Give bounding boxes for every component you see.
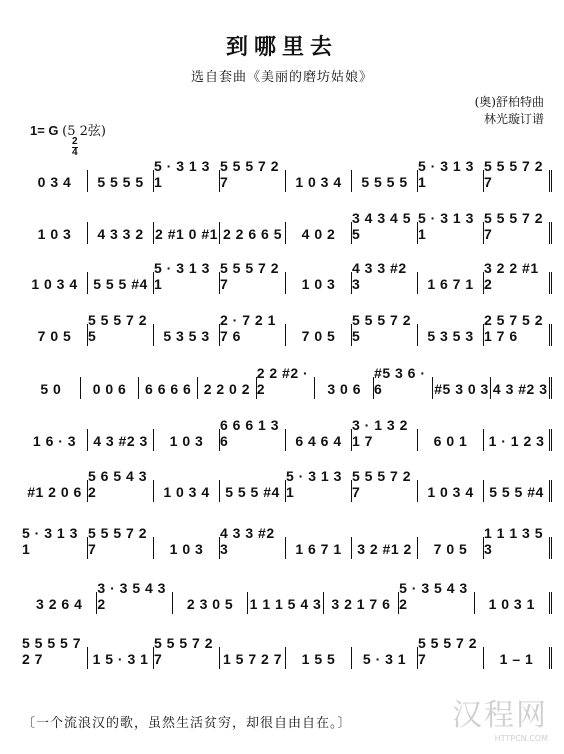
measure	[315, 377, 374, 399]
measure-notes: 5 6 5 4 3 2	[88, 468, 147, 500]
subtitle: 选自套曲《美丽的磨坊姑娘》	[190, 70, 373, 85]
measure-notes: 6 4 6 4	[295, 433, 342, 449]
measure-notes: 3 2 1 7 6	[331, 596, 391, 612]
measure-notes: 5 · 3 1	[362, 651, 407, 667]
measure-notes: 2 · 7 2 1 7 6	[220, 312, 276, 344]
measure	[22, 377, 81, 399]
score-row	[22, 580, 552, 614]
measure-notes: #5 3 6 · 6	[374, 365, 426, 397]
measure-notes: 7 0 5	[301, 328, 336, 344]
measure-notes: 1 6 7 1	[427, 276, 474, 292]
measure-notes: 1 0 3	[169, 541, 204, 557]
measure-notes: 5 · 3 1 3 1	[286, 468, 342, 500]
measure-notes: 1 1 1 5 4 3	[249, 596, 322, 612]
measure	[22, 592, 97, 614]
measure-notes: 5 · 3 1 3 1	[418, 158, 474, 190]
measure-notes: 5 0	[40, 381, 62, 397]
score-row	[22, 365, 552, 399]
measure-notes: 1 5 · 3 1	[92, 651, 149, 667]
measure	[220, 158, 286, 192]
measure	[154, 222, 220, 244]
measure-notes: 0 0 6	[92, 381, 127, 397]
watermark-url: HTTPCN.COM	[494, 734, 548, 743]
measure	[418, 537, 484, 559]
measure-notes: 1 5 7 2 7	[223, 651, 282, 667]
measure-notes: 1 6 7 1	[295, 541, 342, 557]
score-row	[22, 158, 552, 192]
measure-notes: 1 0 3 4	[427, 484, 474, 500]
measure-notes: 6 6 6 6	[145, 381, 192, 397]
measure-notes: #5 3 0 3	[434, 381, 489, 397]
measure-notes: 7 0 5	[37, 328, 72, 344]
measure	[154, 537, 220, 559]
measure	[88, 525, 154, 559]
measure	[286, 537, 352, 559]
measure	[324, 592, 399, 614]
measure-notes: 3 2 2 #1 2	[484, 260, 539, 292]
measure-notes: 6 6 6 1 3 6	[220, 417, 279, 449]
measure	[374, 365, 433, 399]
key-label: 1= G	[30, 123, 59, 138]
measure-notes: 1 6 · 3	[32, 433, 77, 449]
measure-notes: 2 #1 0 #1	[155, 226, 218, 242]
measure	[484, 210, 552, 244]
score-row	[22, 635, 552, 669]
measure-notes: 0 3 4	[37, 174, 72, 190]
score-row	[22, 468, 552, 502]
measure	[88, 312, 154, 346]
measure-notes: 5 · 3 1 3 1	[418, 210, 474, 242]
measure-notes: 1 5 5	[301, 651, 336, 667]
measure-notes: 1 0 3 4	[295, 174, 342, 190]
measure-notes: 5 5 5 7 2 7	[220, 158, 279, 190]
measure	[484, 647, 552, 669]
measure	[220, 222, 286, 244]
measure	[22, 324, 88, 346]
measure-notes: #1 2 0 6	[27, 484, 82, 500]
measure-notes: 5 · 3 1 3 1	[154, 158, 210, 190]
time-signature	[72, 137, 78, 158]
measure	[399, 580, 474, 614]
page-title: 到哪里去	[225, 34, 338, 60]
measure-notes: 2 2 #2 · 2	[256, 365, 309, 397]
measure	[286, 272, 352, 294]
measure	[484, 158, 552, 192]
measure	[173, 592, 248, 614]
measure-notes: 5 5 5 #4	[225, 484, 280, 500]
measure	[22, 525, 88, 559]
measure	[352, 537, 418, 559]
measure-notes: 4 3 3 2	[97, 226, 144, 242]
measure	[22, 222, 88, 244]
measure	[286, 170, 352, 192]
measure	[139, 377, 198, 399]
measure-notes: 5 3 5 3	[427, 328, 474, 344]
measure	[88, 272, 154, 294]
measure	[88, 429, 154, 451]
score-row	[22, 312, 552, 346]
measure	[220, 525, 286, 559]
measure	[220, 260, 286, 294]
measure	[22, 480, 88, 502]
measure-notes: 5 5 5 5	[97, 174, 144, 190]
measure	[286, 324, 352, 346]
measure-notes: 5 5 5 7 2 7	[484, 158, 543, 190]
measure-notes: 5 5 5 7 2 7	[484, 210, 543, 242]
measure-notes: 1 0 3	[169, 433, 204, 449]
measure	[198, 377, 257, 399]
watermark	[452, 690, 548, 743]
measure-notes: 3 · 3 5 4 3 2	[97, 580, 166, 612]
measure-notes: 2 2 0 2	[203, 381, 251, 397]
composer-credit: (奥)舒柏特曲	[474, 95, 544, 109]
measure	[22, 170, 88, 192]
measure	[352, 417, 418, 451]
measure-notes: 4 3 #2 3	[492, 381, 548, 397]
measure	[418, 158, 484, 192]
measure	[352, 260, 418, 294]
measure-notes: 4 3 3 #2 3	[352, 260, 407, 292]
measure-notes: 5 5 5 7 2 7	[352, 468, 411, 500]
score-row	[22, 525, 552, 559]
measure-notes: 5 · 3 1 3 1	[22, 525, 78, 557]
measure	[88, 468, 154, 502]
measure-notes: 4 3 3 #2 3	[220, 525, 275, 557]
measure-notes: 5 5 5 7 2 5	[352, 312, 411, 344]
measure	[418, 324, 484, 346]
measure	[352, 647, 418, 669]
measure	[418, 210, 484, 244]
measure	[286, 647, 352, 669]
measure-notes: 1 0 3	[37, 226, 72, 242]
measure-notes: 1 0 3 4	[163, 484, 210, 500]
measure	[256, 365, 316, 399]
measure	[484, 260, 552, 294]
measure-notes: 4 0 2	[301, 226, 336, 242]
measure-notes: 5 5 5 #4	[93, 276, 148, 292]
key-signature	[30, 120, 106, 139]
measure	[352, 170, 418, 192]
measure-notes: 2 5 7 5 2 1 7 6	[484, 312, 543, 344]
measure-notes: 2 3 0 5	[186, 596, 234, 612]
strings-label: (5 2弦)	[62, 124, 106, 139]
credits	[475, 94, 544, 128]
score-row	[22, 210, 552, 244]
measure-notes: 3 4 3 4 5 5	[352, 210, 411, 242]
measure	[484, 312, 552, 346]
measure-notes: 5 5 5 5	[361, 174, 408, 190]
measure	[286, 429, 352, 451]
measure-notes: 5 5 5 5 7 2 7	[22, 635, 81, 667]
measure	[352, 210, 418, 244]
measure	[491, 377, 552, 399]
measure	[352, 468, 418, 502]
measure	[154, 324, 220, 346]
measure	[154, 635, 220, 669]
measure	[286, 468, 352, 502]
measure	[433, 377, 492, 399]
measure	[81, 377, 140, 399]
footer-note: 〔一个流浪汉的歌，虽然生活贫穷，却很自由自在。〕	[22, 716, 352, 731]
measure	[88, 170, 154, 192]
measure	[220, 417, 286, 451]
measure-notes: 3 · 1 3 2 1 7	[352, 417, 408, 449]
measure-notes: 1 0 3	[301, 276, 336, 292]
measure	[88, 647, 154, 669]
measure	[154, 260, 220, 294]
measure	[22, 429, 88, 451]
measure-notes: 2 2 6 6 5	[223, 226, 282, 242]
score-row	[22, 260, 552, 294]
measure	[484, 525, 552, 559]
measure-notes: 7 0 5	[433, 541, 468, 557]
measure	[220, 647, 286, 669]
measure	[484, 429, 552, 451]
measure-notes: 5 5 5 #4	[489, 484, 544, 500]
measure	[418, 272, 484, 294]
measure	[88, 222, 154, 244]
measure-notes: 5 5 5 7 2 7	[418, 635, 477, 667]
measure-notes: 3 0 6	[327, 381, 362, 397]
measure-notes: 5 5 5 7 2 7	[88, 525, 147, 557]
measure	[220, 480, 286, 502]
measure	[220, 312, 286, 346]
measure-notes: 5 5 5 7 2 7	[154, 635, 213, 667]
measure	[22, 635, 88, 669]
measure-notes: 5 3 5 3	[163, 328, 210, 344]
measure	[286, 222, 352, 244]
measure	[352, 312, 418, 346]
measure-notes: 5 · 3 5 4 3 2	[399, 580, 468, 612]
measure-notes: 3 2 #1 2	[357, 541, 412, 557]
score-row	[22, 417, 552, 451]
measure-notes: 4 3 #2 3	[93, 433, 148, 449]
time-top: 2	[72, 136, 78, 147]
measure	[418, 429, 484, 451]
measure	[154, 158, 220, 192]
measure-notes: 5 5 5 7 2 7	[220, 260, 279, 292]
measure-notes: 1 1 1 3 5 3	[484, 525, 543, 557]
measure-notes: 1 · 1 2 3	[488, 433, 545, 449]
measure	[154, 429, 220, 451]
measure-notes: 1 0 3 1	[488, 596, 535, 612]
measure	[154, 480, 220, 502]
measure-notes: 5 · 3 1 3 1	[154, 260, 210, 292]
watermark-text: 汉程网	[452, 698, 548, 733]
measure	[418, 635, 484, 669]
measure-notes: 3 2 6 4	[36, 596, 83, 612]
arranger-credit: 林光璇订谱	[483, 112, 544, 126]
measure-notes: 1 0 3 4	[31, 276, 78, 292]
measure-notes: 5 5 5 7 2 5	[88, 312, 147, 344]
measure	[22, 272, 88, 294]
measure	[248, 592, 323, 614]
measure-notes: 6 0 1	[433, 433, 468, 449]
measure	[97, 580, 172, 614]
measure-notes: 1 – 1	[499, 651, 534, 667]
measure	[484, 480, 552, 502]
measure	[418, 480, 484, 502]
time-bottom: 4	[72, 147, 78, 158]
measure	[475, 592, 552, 614]
